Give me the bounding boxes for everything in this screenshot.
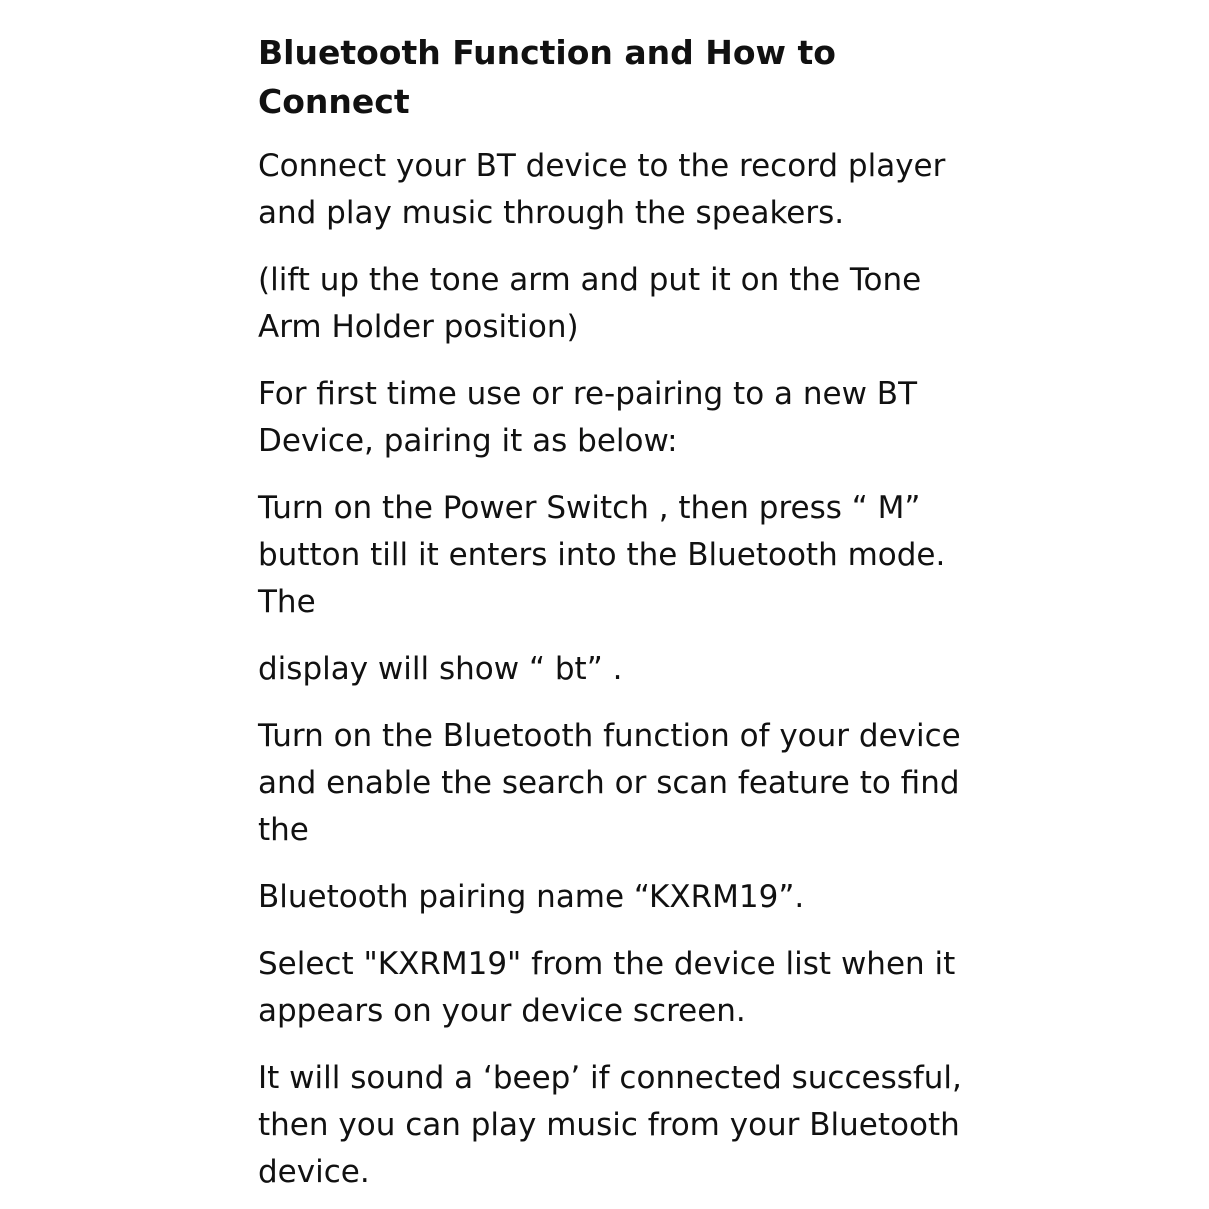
paragraph-select-device: Select "KXRM19" from the device list when it appears on your device screen. [258,946,956,1029]
paragraph-pairing-name: Bluetooth pairing name “KXRM19”. [258,879,805,915]
paragraph-beep-confirmation: It will sound a ‘beep’ if connected successful, then you can play music from your Bluetooth device. [258,1060,962,1190]
instruction-document [258,28,978,1196]
paragraph-power-switch: Turn on the Power Switch , then press “ M” button till it enters into the Bluetooth mode. The [258,490,946,620]
paragraph-display-bt: display will show “ bt” . [258,651,623,687]
paragraph-enable-search: Turn on the Bluetooth function of your device and enable the search or scan feature to find the [258,718,961,848]
paragraph-tone-arm: (lift up the tone arm and put it on the Tone Arm Holder position) [258,262,922,345]
paragraph-first-time-use: For first time use or re-pairing to a new BT Device, pairing it as below: [258,376,918,459]
paragraph-connect-intro: Connect your BT device to the record player and play music through the speakers. [258,148,946,231]
document-title: Bluetooth Function and How to Connect [258,33,836,121]
